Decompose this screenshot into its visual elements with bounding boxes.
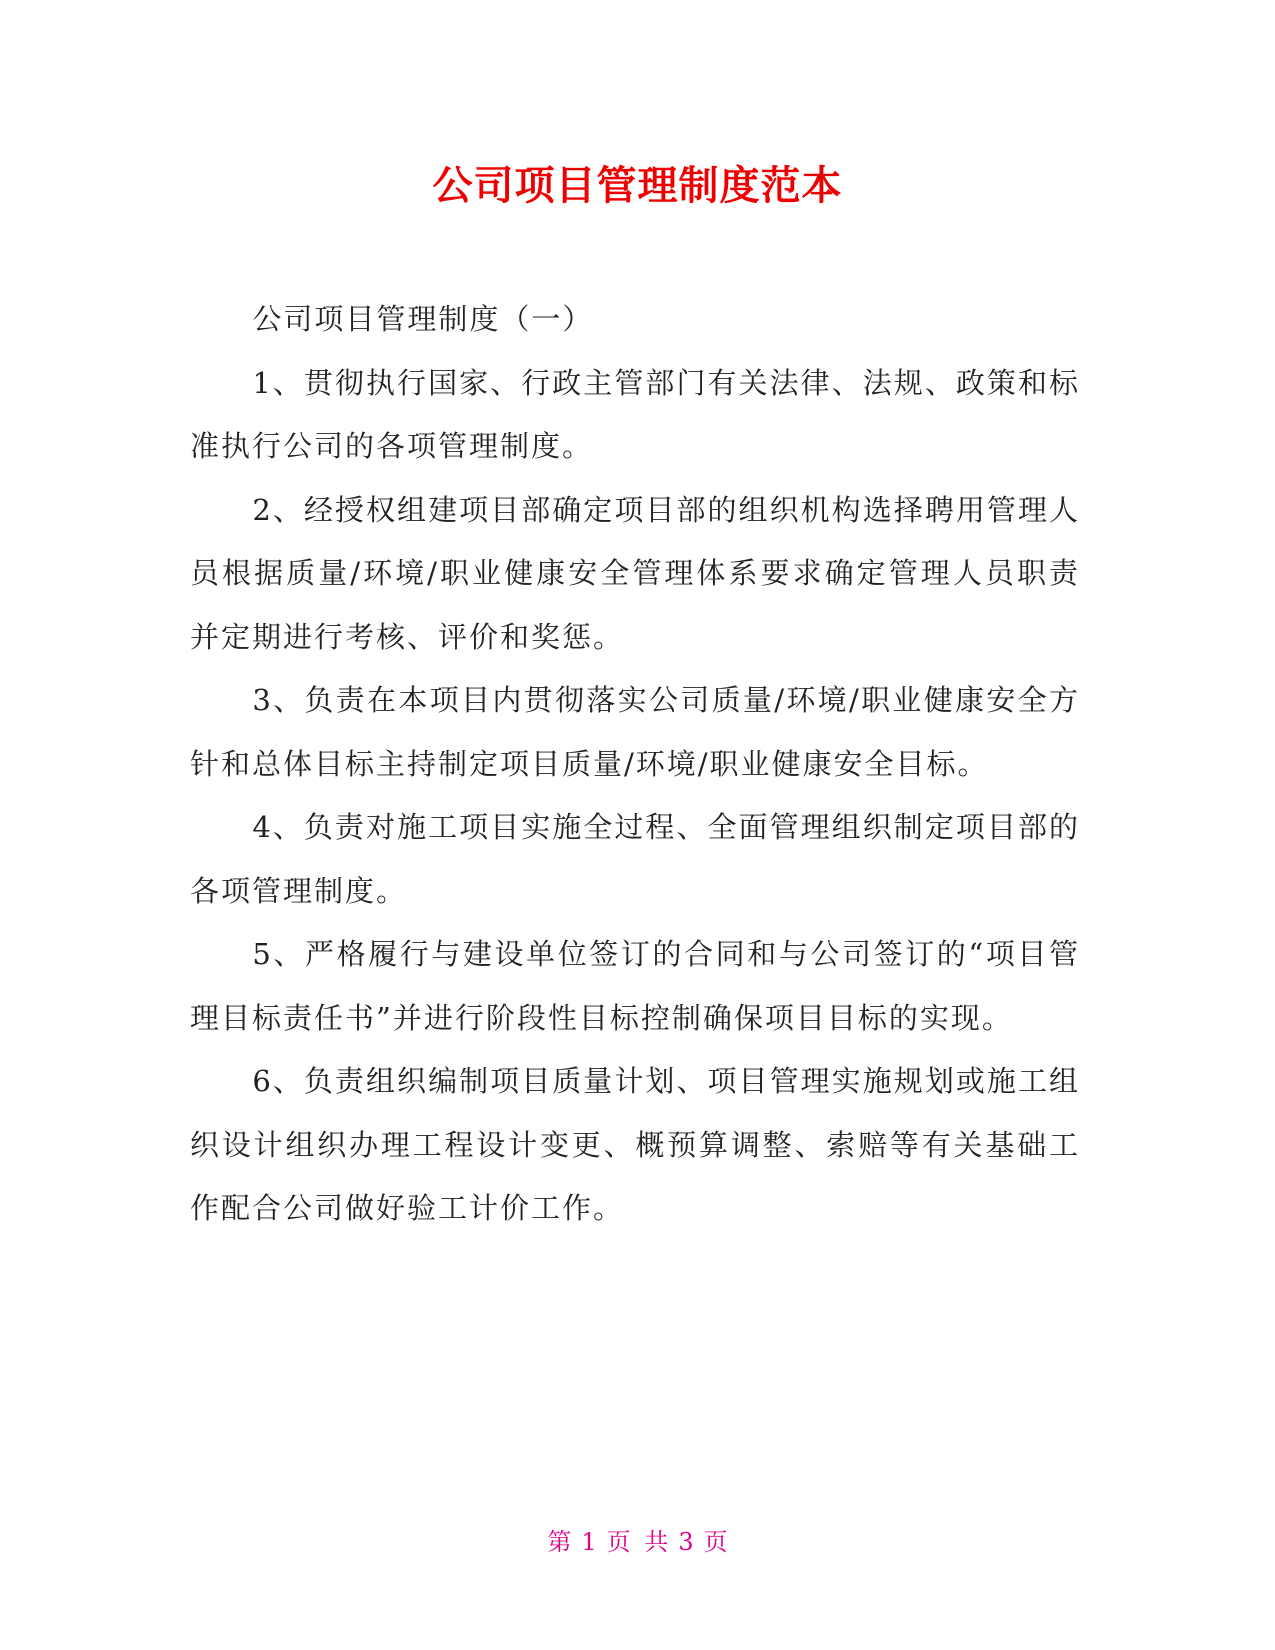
- document-title: 公司项目管理制度范本: [432, 163, 843, 209]
- document-body: [190, 288, 1080, 1241]
- footer-total-pages: 3: [678, 1528, 694, 1556]
- paragraph-item-5: 5、严格履行与建设单位签订的合同和与公司签订的“项目管理目标责任书”并进行阶段性目标控制确保项目目标的实现。: [190, 937, 1080, 1035]
- footer-suffix: 页: [703, 1528, 728, 1556]
- paragraph-item-6: 6、负责组织编制项目质量计划、项目管理实施规划或施工组织设计组织办理工程设计变更、概预算调整、索赔等有关基础工作配合公司做好验工计价工作。: [190, 1064, 1080, 1225]
- footer-middle: 页 共: [606, 1528, 669, 1556]
- paragraph-item-1: 1、贯彻执行国家、行政主管部门有关法律、法规、政策和标准执行公司的各项管理制度。: [190, 365, 1080, 463]
- paragraph-item-2: 2、经授权组建项目部确定项目部的组织机构选择聘用管理人员根据质量/环境/职业健康安全管理体系要求确定管理人员职责并定期进行考核、评价和奖惩。: [190, 492, 1080, 654]
- page-footer: [0, 1526, 1275, 1558]
- footer-page-number: 1: [581, 1528, 597, 1556]
- section-heading: 公司项目管理制度（一）: [252, 302, 594, 336]
- paragraph-item-4: 4、负责对施工项目实施全过程、全面管理组织制定项目部的各项管理制度。: [190, 810, 1080, 908]
- footer-prefix: 第: [547, 1528, 572, 1556]
- paragraph-item-3: 3、负责在本项目内贯彻落实公司质量/环境/职业健康安全方针和总体目标主持制定项目质量/环境/职业健康安全目标。: [190, 683, 1080, 781]
